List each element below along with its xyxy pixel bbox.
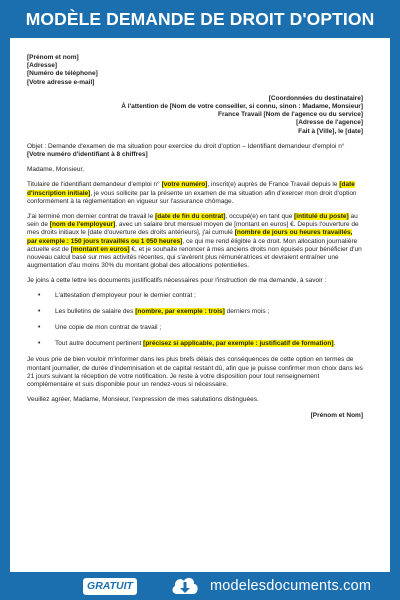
bullet-icon: • xyxy=(38,324,41,332)
object-id: [Votre numéro d'identifiant à 8 chiffres] xyxy=(27,151,148,159)
paragraph-1 xyxy=(27,181,363,206)
document-page xyxy=(10,38,390,572)
object-text: Objet : Demande d'examen de ma situation pour exercice du droit d'option – Identifiant demandeur d'emploi n° xyxy=(27,142,345,150)
letter-body xyxy=(27,54,363,420)
sender-address: [Adresse] xyxy=(27,62,57,70)
list-item: • Une copie de mon contrat de travail ; xyxy=(38,324,162,332)
p1-text-2: , inscrit(e) auprès de France Travail depuis le xyxy=(207,181,340,189)
p2-highlight-4: [nombre de jours ou heures travaillés, par exemple : 150 jours travaillés ou 1 050 heures] xyxy=(27,229,353,245)
p1-text-1: Titulaire de l'identifiant demandeur d'emploi n° xyxy=(27,181,162,189)
p2-text-5: , ce qui me rend éligible à ce droit. Mon allocation journalière actuelle est de xyxy=(27,237,358,253)
header-banner xyxy=(0,0,400,38)
paragraph-4: Je vous prie de bien vouloir m'informer dans les plus brefs délais des conséquences de cette option en termes de montant journalier, de durée d'indemnisation et de capital restant dû, afin que je puisse confirmer mon choix dans les 21 jours suivant la réception de votre notification. Je reste à votre disposition pour tout renseignement complémentaire et suis disponible pour un rendez-vous si nécessaire. xyxy=(27,356,363,389)
documents-list xyxy=(27,292,363,349)
list-item: • Tout autre document pertinent [précisez si applicable, par exemple : justificatif de formation]. xyxy=(38,340,336,348)
closing-formula: Veuillez agréer, Madame, Monsieur, l'expression de mes salutations distinguées. xyxy=(27,396,259,404)
p2-highlight-3: [nom de l'employeur] xyxy=(49,221,116,229)
footer-bar xyxy=(0,572,400,600)
p2-text-3: au sein de xyxy=(27,213,358,229)
p1-text-3: , je vous sollicite par la présente un examen de ma situation afin d'exercer mon droit d'option conformément à la réglementation en vigueur sur l'assurance chômage. xyxy=(27,189,357,205)
bullet-icon: • xyxy=(38,307,41,315)
p2-text-2: , occupé(e) en tant que xyxy=(225,213,295,221)
signature: [Prénom et Nom] xyxy=(310,411,363,419)
p2-text-6: €, et je souhaite renoncer à mes anciens droits non épuisés pour bénéficier d'un nouveau calcul basé sur mes activités récentes, qui s'avèrent plus rémunératrices et devraient entraîner une augmentation d'au moins 30% du montant global des allocations potentielles. xyxy=(27,245,362,270)
list-item: • Les bulletins de salaire des [nombre, par exemple : trois] derniers mois ; xyxy=(38,307,270,315)
p2-text-1: J'ai terminé mon dernier contrat de travail le xyxy=(27,213,156,221)
recipient-agency: France Travail [Nom de l'agence ou du service] xyxy=(218,111,363,119)
sender-block xyxy=(27,54,363,87)
paragraph-2 xyxy=(27,213,363,270)
p1-highlight-2: [date d'inscription initiale] xyxy=(27,181,355,197)
cloud-download-icon[interactable] xyxy=(170,574,200,598)
list-item: • L'attestation d'employeur pour le dernier contrat ; xyxy=(38,291,196,299)
p2-highlight-2: [intitulé du poste] xyxy=(294,213,349,221)
recipient-coords: [Coordonnées du destinataire] xyxy=(268,94,363,102)
bullet-icon: • xyxy=(38,291,41,299)
sender-email: [Votre adresse e-mail] xyxy=(27,78,95,86)
paragraph-3: Je joins à cette lettre les documents justificatifs nécessaires pour l'instruction de ma demande, à savoir : xyxy=(27,277,327,285)
recipient-agency-address: [Adresse de l'agence] xyxy=(296,119,363,127)
list-highlight: [précisez si applicable, par exemple : justificatif de formation] xyxy=(143,340,334,348)
free-badge[interactable] xyxy=(83,578,137,595)
badge-label: GRATUIT xyxy=(87,580,133,592)
p2-highlight-5: [montant en euros] xyxy=(70,245,130,253)
page-title: MODÈLE DEMANDE DE DROIT D'OPTION xyxy=(25,9,375,29)
site-url[interactable]: modelesdocuments.com xyxy=(210,578,372,594)
p2-highlight-1: [date de fin du contrat] xyxy=(155,213,226,221)
sender-name: [Prénom et nom] xyxy=(27,54,79,61)
bullet-icon: • xyxy=(38,340,41,348)
salutation: Madame, Monsieur, xyxy=(27,166,85,174)
p1-highlight-1: [votre numéro] xyxy=(161,181,208,189)
letter-date: Fait à [Ville], le [date] xyxy=(298,127,363,135)
letter-object xyxy=(27,143,363,159)
p2-text-4: , avec un salaire brut mensuel moyen de [montant en euros] €. Depuis l'ouverture de mes droits initiaux le [date d'ouverture des droits antérieurs], j'ai cumulé xyxy=(27,221,359,237)
list-highlight: [nombre, par exemple : trois] xyxy=(135,307,225,315)
sender-phone: [Numéro de téléphone] xyxy=(27,70,98,78)
recipient-block xyxy=(27,95,363,128)
recipient-attention: À l'attention de [Nom de votre conseiller, si connu, sinon : Madame, Monsieur] xyxy=(121,103,363,111)
